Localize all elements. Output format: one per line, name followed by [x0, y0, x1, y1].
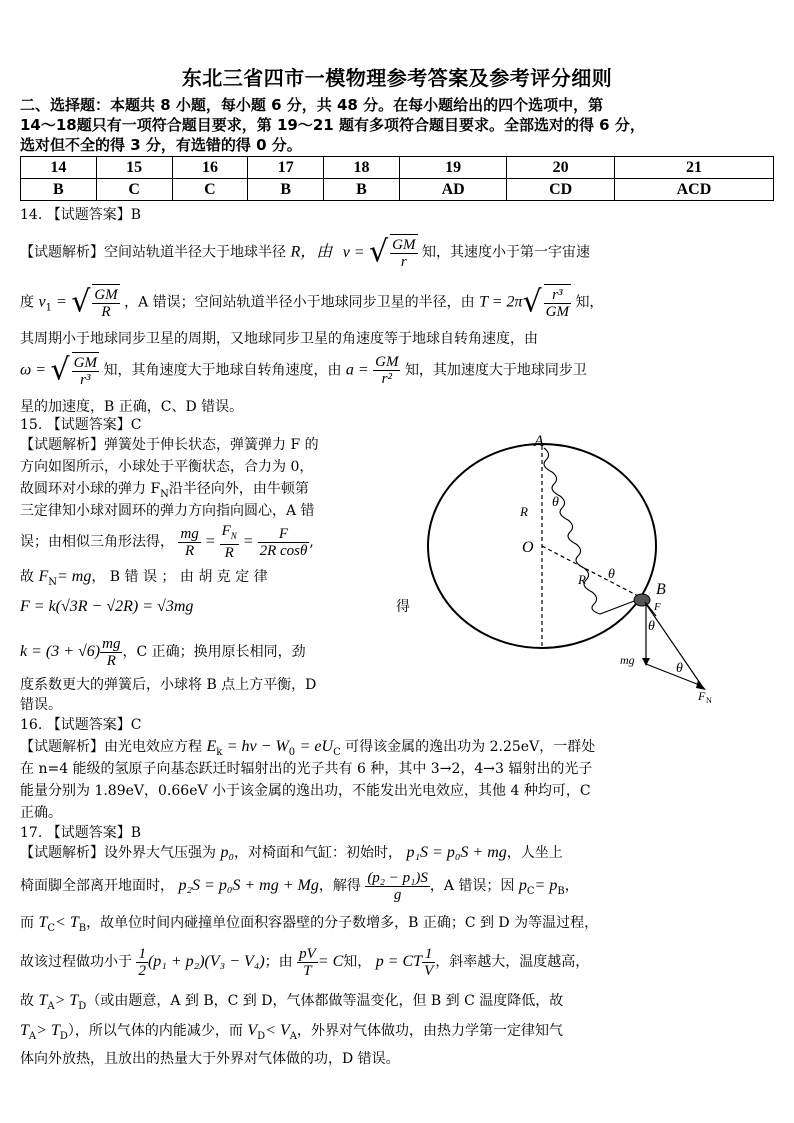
subscript: A [28, 1030, 37, 1042]
q14-formula: ω = [20, 361, 47, 379]
q17-header: 17. 【试题答案】B [20, 825, 142, 841]
frac-den: R [224, 545, 234, 561]
q17-text: ，故单位时间内碰撞单位面积容器壁的分子数增多，B 正确；C 到 D 为等温过程， [86, 915, 599, 931]
q14-header: 14. 【试题答案】B [20, 207, 142, 223]
answer-table [20, 156, 774, 201]
q14-line-4 [20, 352, 776, 389]
label-B: B [656, 581, 666, 598]
label-FN: F [698, 689, 706, 703]
q14-fraction [373, 354, 400, 387]
q17-line [20, 912, 776, 940]
spring [544, 448, 642, 614]
q15-line [20, 632, 410, 672]
question-number-cell: 19 [399, 157, 506, 179]
frac-den: R [101, 303, 111, 320]
q17-line [20, 990, 776, 1018]
question-number-cell: 16 [172, 157, 248, 179]
q17-text: ，斜率越大，温度越高， [435, 954, 590, 970]
physics-diagram [412, 434, 784, 708]
q17-formula: p₀ [220, 844, 235, 861]
q17-formula: = p [534, 877, 558, 894]
answer-table-answers-row [21, 179, 774, 201]
subscript: A [47, 1000, 55, 1012]
question-number-cell: 21 [614, 157, 773, 179]
q16-formula: = eU [299, 738, 334, 755]
q17-formula: T [38, 914, 48, 931]
q14-text: ，A 错误；空间站轨道半径小于地球同步卫星的半径，由 [124, 294, 475, 311]
q14-formula: a = [345, 361, 369, 379]
frac-den: R [106, 652, 116, 669]
label-F: F [654, 601, 661, 613]
label-theta: θ [648, 619, 655, 634]
q14-line-1 [20, 234, 776, 271]
q17-text: 而 [20, 915, 34, 931]
q16-line: 能量分别为 1.89eV，0.66eV 小于该金属的逸出功，不能发出光电效应，其他 4 种均可，C [20, 783, 591, 799]
q16-header: 16. 【试题答案】C [20, 717, 142, 733]
q16-line: 正确。 [20, 805, 62, 821]
q15-line [20, 596, 410, 618]
q15-text: 沿半径向外，由牛顿第 [168, 481, 309, 497]
q17-text: 知， [343, 954, 372, 970]
frac-den: 2 [138, 962, 146, 979]
frac-den: T [303, 962, 312, 979]
q14-formula: T = 2π [479, 293, 523, 311]
q15-text: ，C 正确；换用原长相同，劲 [122, 644, 306, 660]
question-number-cell: 15 [96, 157, 172, 179]
subscript: N [48, 576, 57, 588]
label-O: O [522, 539, 534, 556]
label-FN-sub: N [706, 696, 712, 705]
q15-line: 【试题解析】弹簧处于伸长状态，弹簧弹力 F 的 [20, 437, 319, 453]
q17-line [20, 842, 776, 864]
answer-cell: C [172, 179, 248, 201]
q17-formula: p [518, 877, 527, 894]
q17-formula: > T [54, 992, 79, 1009]
frac-den: V [424, 962, 434, 979]
q17-formula: < T [55, 914, 79, 931]
q14-formula: v [38, 293, 46, 311]
q14-line-2: 度 $v_1$ = √ $\frac{GM}{R}$ ，A 错误；空间站轨道半径小于地球同步卫星的半径，由 T = 2π√ $\frac{\text{r³}}{GM}$ 知， [20, 284, 604, 320]
q17-text: ，外界对气体做功，由热力学第一定律知气 [296, 1023, 563, 1039]
frac-num: GM [392, 236, 416, 253]
frac-num: pV [299, 945, 316, 962]
subscript: C [526, 885, 535, 897]
q15-text: ， B 错 误 ； 由 胡 克 定 律 [91, 569, 268, 585]
q17-formula: > T [36, 1022, 60, 1039]
section-line-1: 二、选择题：本题共 8 小题，每小题 6 分，共 48 分。在每小题给出的四个选项中，第 [20, 96, 604, 114]
frac-den: 2R cosθ [259, 542, 308, 559]
q14-text: 知， [575, 294, 604, 311]
label-R: R [520, 504, 528, 519]
page-title: 东北三省四市一模物理参考答案及参考评分细则 [181, 66, 613, 90]
q14-sqrt [544, 284, 571, 321]
sqrt-symbol: √ [522, 284, 542, 320]
q17-line [20, 942, 776, 982]
frac-num: 1 [422, 946, 435, 963]
q15-text: 误；由相似三角形法得， [20, 534, 174, 550]
frac-num: mg [102, 635, 121, 652]
q16-text: 【试题解析】由光电效应方程 [20, 739, 202, 755]
section-line-2: 14～18题只有一项符合题目要求，第 19～21 题有多项符合题目要求。全部选对的得 6 分， [20, 116, 645, 134]
frac-num: F [221, 523, 231, 539]
q14-text: 度 [20, 294, 34, 311]
q17-text: ），所以气体的内能减少，而 [67, 1023, 243, 1039]
frac-num: F [258, 526, 310, 543]
q17-text: 椅面脚全部离开地面时， [20, 878, 174, 894]
q15-line: 度系数更大的弹簧后，小球将 B 点上方平衡，D [20, 677, 317, 693]
subscript: 1 [45, 302, 52, 314]
subscript: 0 [288, 746, 296, 758]
label-theta: θ [552, 495, 559, 510]
q15-header: 15. 【试题答案】C [20, 417, 142, 433]
q17-line: 体向外放热，且放出的热量大于外界对气体做的功，D 错误。 [20, 1051, 400, 1067]
frac-den: r² [381, 371, 392, 387]
q16-text: 可得该金属的逸出功为 2.25eV，一群处 [345, 739, 596, 755]
q14-text: 【试题解析】空间站轨道半径大于地球半径 [20, 244, 286, 261]
q15-line: 方向如图所示，小球处于平衡状态，合力为 0， [20, 459, 314, 475]
q17-formula: V [247, 1022, 258, 1039]
q15-line: 误；由相似三角形法得， $\frac{mg}{R}$ = $\frac{F_N}{R}$ = $\frac{F}{\text{2R cosθ}}$ , [20, 523, 314, 561]
q15-text: 得 [396, 599, 410, 615]
subscript: C [47, 922, 56, 934]
q17-text: ，A 错误；因 [429, 878, 515, 894]
question-number-cell: 14 [21, 157, 97, 179]
q15-formula: k = (3 + √6) [20, 643, 101, 660]
frac-num: GM [73, 354, 97, 371]
sqrt-symbol: √ [71, 284, 91, 320]
q17-text: ， [564, 878, 579, 894]
frac-num: mg [180, 525, 199, 542]
label-R: R [578, 572, 586, 587]
q15-line [20, 566, 410, 594]
frac-den: R [185, 542, 195, 559]
q14-line-3: 其周期小于地球同步卫星的周期，又地球同步卫星的角速度等于地球自转角速度，由 [20, 331, 538, 347]
frac-num: r³ [544, 287, 571, 304]
subscript: N [160, 488, 169, 500]
q14-text: 知，其角速度大于地球自转角速度，由 [103, 362, 342, 379]
subscript: B [78, 922, 87, 934]
q15-text: 故圆环对小球的弹力 F [20, 481, 161, 497]
q16-formula: E [206, 738, 217, 755]
answer-cell: B [324, 179, 400, 201]
q15-line: 三定律知小球对圆环的弹力方向指向圆心，A 错 [20, 503, 315, 519]
q17-formula: = C [317, 953, 344, 970]
q17-text: 【试题解析】设外界大气压强为 [20, 845, 216, 861]
q17-formula: p = CT [375, 953, 423, 970]
q17-formula: (p₁ + p₂)(V₃ − V₄) [147, 953, 265, 970]
q17-text: 故 [20, 993, 34, 1009]
q17-text: ；由 [264, 954, 293, 970]
q17-text: 故该过程做功小于 [20, 954, 132, 970]
q15-formula: = mg [56, 568, 92, 585]
q15-line: 错误。 [20, 697, 62, 713]
q17-formula: p₁S = p₀S + mg [406, 844, 507, 861]
question-number-cell: 17 [248, 157, 324, 179]
section-line-3: 选对但不全的得 3 分，有选错的得 0 分。 [20, 136, 302, 154]
subscript: D [59, 1030, 68, 1042]
label-A: A [534, 434, 544, 450]
q14-sqrt [390, 234, 417, 271]
force-triangle-side [646, 664, 702, 686]
q17-line [20, 1020, 776, 1048]
q17-text: ，解得 [318, 878, 361, 894]
frac-den: g [393, 886, 402, 903]
q17-text: ，人坐上 [506, 845, 563, 861]
question-number-cell: 20 [507, 157, 614, 179]
q16-formula: = hν − W [226, 738, 289, 755]
q14-formula: v = [342, 243, 365, 261]
subscript: D [257, 1030, 266, 1042]
q17-formula: p₂S = p₀S + mg + Mg [178, 877, 319, 894]
q17-formula: T [38, 992, 48, 1009]
label-theta: θ [608, 567, 615, 582]
answer-cell: C [96, 179, 172, 201]
frac-den: GM [545, 303, 569, 320]
q15-text: 故 [20, 569, 34, 585]
q14-sqrt [92, 284, 119, 321]
q17-line [20, 866, 776, 912]
q17-formula: < V [265, 1022, 290, 1039]
radius-to-B [542, 546, 642, 598]
question-number-cell: 18 [324, 157, 400, 179]
q14-text: 知，其速度小于第一宇宙速 [421, 244, 590, 261]
q17-text: ，对椅面和气缸：初始时， [234, 845, 403, 861]
q14-line-5: 星的加速度，B 正确，C、D 错误。 [20, 399, 244, 415]
frac-num: GM [375, 354, 399, 370]
sqrt-symbol: √ [369, 234, 389, 270]
label-theta: θ [676, 661, 683, 676]
q17-text: （或由题意，A 到 B，C 到 D，气体都做等温变化，但 B 到 C 温度降低，故 [86, 993, 564, 1009]
q16-line: 在 n=4 能级的氢原子向基态跃迁时辐射出的光子共有 6 种，其中 3→2，4→3 辐射出的光子 [20, 761, 593, 777]
frac-num: 1 [138, 945, 146, 962]
subscript: A [289, 1030, 297, 1042]
normal-force-line [646, 604, 702, 686]
answer-table-numbers-row [21, 157, 774, 179]
frac-num: GM [94, 286, 118, 303]
subscript: C [333, 746, 341, 758]
frac-den: r³ [80, 371, 91, 388]
q14-text: 知，其加速度大于地球同步卫 [404, 362, 587, 379]
subscript: D [78, 1000, 87, 1012]
frac-num: (p₂ − p₁)S [367, 869, 428, 886]
answer-cell: AD [399, 179, 506, 201]
label-mg: mg [620, 653, 635, 667]
ball [634, 594, 650, 606]
q14-text: R，由 [290, 243, 333, 261]
q15-formula: F [38, 568, 49, 585]
frac-den: r [400, 253, 407, 270]
sqrt-symbol: √ [50, 352, 70, 388]
subscript: k [216, 746, 223, 758]
q17-formula: T [20, 1022, 29, 1039]
answer-cell: ACD [614, 179, 773, 201]
answer-cell: CD [507, 179, 614, 201]
answer-cell: B [21, 179, 97, 201]
subscript: N [230, 531, 237, 541]
answer-cell: B [248, 179, 324, 201]
subscript: B [557, 885, 565, 897]
q15-formula: F = k(√3R − √2R) = √3mg [20, 598, 194, 615]
q14-sqrt [72, 352, 99, 389]
